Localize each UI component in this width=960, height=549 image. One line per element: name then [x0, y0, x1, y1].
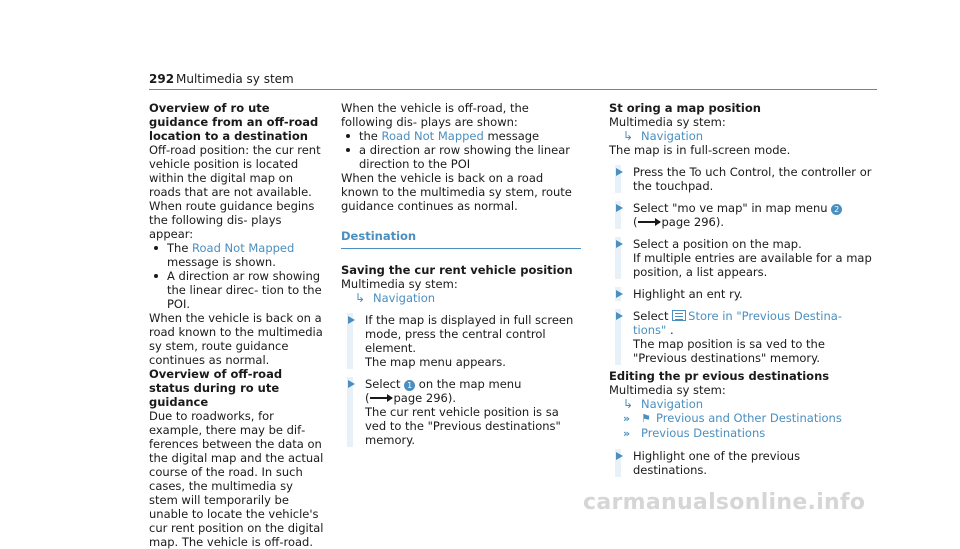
step-arrow-icon	[616, 312, 623, 320]
step-arrow-icon	[616, 168, 623, 176]
paragraph: When the vehicle is back on a road known to the multimedia sy stem, route guidance continues as normal.	[149, 311, 323, 367]
nav-path	[609, 129, 877, 143]
step-arrow-icon	[616, 290, 623, 298]
ui-text-road-not-mapped: Road Not Mapped	[192, 241, 295, 255]
heading-storing-map-position: St oring a map position	[609, 101, 761, 115]
step: Select "mo ve map" in map menu 2 ( page 296).	[609, 201, 877, 229]
ui-text-navigation: Navigation	[641, 129, 704, 143]
list-item: A direction ar row showing the linear direc‐ tion to the POI.	[149, 269, 324, 311]
step: Highlight an ent ry.	[609, 287, 877, 301]
step: Select 1 on the map menu ( page 296). The cur rent vehicle position is sa ved to the "Previous destinations" memory.	[341, 377, 581, 447]
ui-text-store-previous: Store in "Previous Destina‐	[688, 309, 842, 323]
bullet-list	[149, 241, 324, 311]
step-arrow-icon	[348, 316, 355, 324]
paragraph: Due to roadworks, for example, there may be dif‐ ferences between the data on the digital map and the actual course of the road. In such cases, the multimedia sy stem will temporarily be unable to locate the vehicle's cur rent position on the digital map. The vehicle is off-road.	[149, 409, 324, 549]
turn-right-arrow-icon: ↳	[355, 291, 366, 305]
column-2	[341, 101, 581, 447]
column-3	[609, 101, 877, 477]
system-label: Multimedia sy stem:	[609, 383, 726, 397]
step: Select Store in "Previous Destina‐ tions" . The map position is sa ved to the "Previous destinations" memory.	[609, 309, 877, 365]
page-number: 292	[149, 72, 175, 86]
ui-text-previous-other-destinations: Previous and Other Destinations	[656, 411, 842, 425]
ui-text-road-not-mapped: Road Not Mapped	[381, 129, 484, 143]
ui-text-navigation: Navigation	[373, 291, 436, 305]
ui-text-navigation: Navigation	[641, 397, 704, 411]
bullet-icon	[154, 274, 158, 278]
list-store-icon	[672, 310, 686, 321]
page-ref-arrow-icon	[370, 397, 392, 399]
sub-path	[609, 426, 877, 441]
page-header	[149, 70, 877, 90]
paragraph: When the vehicle is back on a road known to the multimedia sy stem, route guidance continues as normal.	[341, 171, 572, 213]
paragraph: The map is in full-screen mode.	[609, 143, 791, 157]
callout-badge: 1	[404, 380, 415, 391]
ui-text-previous-destinations: Previous Destinations	[641, 426, 766, 440]
section-heading-destination: Destination	[341, 229, 581, 249]
step: Highlight one of the previous destinations.	[609, 449, 877, 477]
turn-right-arrow-icon: ↳	[623, 129, 634, 143]
list-item: The Road Not Mapped message is shown.	[149, 241, 324, 269]
paragraph: When the vehicle is off-road, the following dis‐ plays are shown:	[341, 101, 529, 129]
heading-editing-previous: Editing the pr evious destinations	[609, 369, 830, 383]
sub-path	[609, 411, 877, 426]
double-chevron-icon: »	[623, 412, 631, 425]
nav-path	[341, 291, 581, 305]
list-item: the Road Not Mapped message	[341, 129, 581, 143]
page-ref-arrow-icon	[638, 221, 660, 223]
system-label: Multimedia sy stem:	[341, 277, 458, 291]
paragraph: Off-road position: the cur rent vehicle position is located within the digital map on roads that are not available.	[149, 143, 321, 199]
step-arrow-icon	[616, 240, 623, 248]
step-arrow-icon	[348, 380, 355, 388]
step: Select a position on the map. If multiple entries are available for a map position, a list appears.	[609, 237, 877, 279]
step-arrow-icon	[616, 452, 623, 460]
watermark: carmanualsonline.info	[583, 490, 866, 515]
heading-offroad-status: Overview of off-road status during ro ute guidance	[149, 367, 283, 409]
callout-badge: 2	[831, 204, 842, 215]
flag-icon: ⚑	[641, 412, 651, 425]
turn-right-arrow-icon: ↳	[623, 397, 634, 411]
bullet-icon	[346, 134, 350, 138]
bullet-icon	[154, 246, 158, 250]
heading-offroad-guidance: Overview of ro ute guidance from an off-road location to a destination	[149, 101, 319, 143]
step-arrow-icon	[616, 204, 623, 212]
bullet-icon	[346, 148, 350, 152]
column-1	[149, 101, 324, 549]
nav-path	[609, 397, 877, 411]
bullet-list	[341, 129, 581, 171]
system-label: Multimedia sy stem:	[609, 115, 726, 129]
step: Press the To uch Control, the controller or the touchpad.	[609, 165, 877, 193]
heading-saving-position: Saving the cur rent vehicle position	[341, 263, 573, 277]
double-chevron-icon: »	[623, 427, 631, 440]
list-item: a direction ar row showing the linear direction to the POI	[341, 143, 581, 171]
step: If the map is displayed in full screen mode, press the central control element. The map menu appears.	[341, 313, 581, 369]
running-title: Multimedia sy stem	[176, 72, 294, 86]
paragraph: When route guidance begins the following dis‐ plays appear:	[149, 199, 315, 241]
